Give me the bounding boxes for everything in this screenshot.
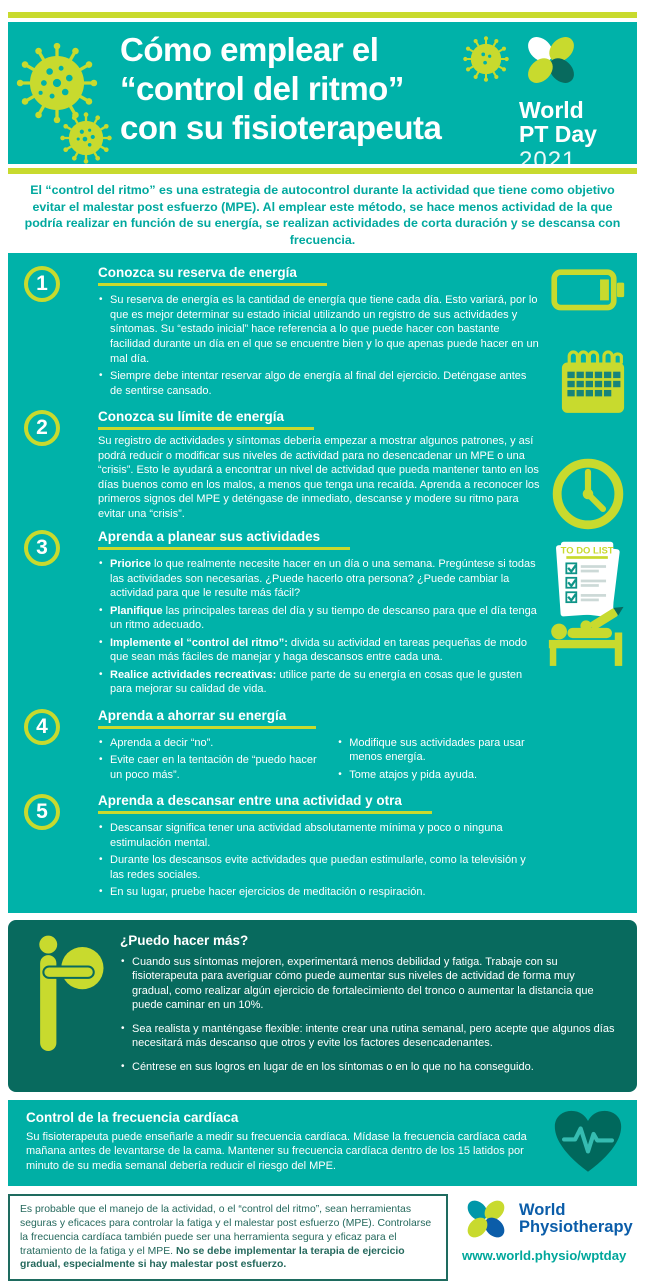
title-line-1: Cómo emplear el: [120, 31, 379, 68]
heart-pulse-icon: [553, 1110, 623, 1174]
section-number: 4: [24, 709, 60, 745]
heart-rate-title: Control de la frecuencia cardíaca: [26, 1109, 239, 1125]
pacing-steps-block: [8, 253, 637, 912]
battery-icon: [551, 269, 625, 311]
world-physio-emblem-icon: [462, 1195, 510, 1243]
bullet-item: • Realice actividades recreativas: utilice parte de su energía en cosas que le gusten para mejorar su calidad de vida.: [98, 668, 541, 697]
section-bullets: [98, 293, 541, 398]
section-5: [8, 789, 637, 907]
bullet-item: • Modifique sus actividades para usar menos energía.: [337, 736, 541, 765]
todo-list-label: TO DO LIST: [560, 545, 614, 557]
heart-rate-box: [8, 1100, 637, 1187]
summary-note-text: Es probable que el manejo de la actividad, o el “control del ritmo”, sean herramientas seguras y eficaces para controlar la fatiga y el malestar post esfuerzo (MPE). Controlarse la frecuencia cardíaca también puede ser una herramienta segura y eficaz para el tratamiento de la fatiga y el MPE.: [20, 1204, 432, 1257]
section-3: [8, 525, 637, 704]
person-exercise-icon: [32, 934, 110, 1056]
section-title: Aprenda a descansar entre una actividad y otra: [98, 793, 432, 814]
bullet-item: • Aprenda a decir “no”.: [98, 736, 331, 751]
section-number: 2: [24, 410, 60, 446]
title-line-2: “control del ritmo”: [120, 69, 404, 107]
bullet-item: • Siempre debe intentar reservar algo de energía al final del ejercicio. Deténgase antes de sentirse cansado.: [98, 369, 541, 398]
virus-icon: [60, 112, 112, 164]
more-box-title: ¿Puedo hacer más?: [120, 932, 249, 948]
bullet-item: • Priorice lo que realmente necesite hacer en un día o una semana. Pregúntese si todas las actividades son necesarias. ¿Puede hacerlo otra persona? ¿Puede cambiar la actividad para que le resulte más fácil?: [98, 557, 541, 601]
can-i-do-more-box: [8, 920, 637, 1092]
section-number: 3: [24, 530, 60, 566]
more-box-bullets: [120, 955, 617, 1075]
calendar-icon: [561, 347, 625, 415]
heart-rate-body: Su fisioterapeuta puede enseñarle a medir su frecuencia cardíaca. Mídase la frecuencia cardíaca cada mañana antes de levantarse de la cama. Mantener su frecuencia cardíaca dentro de los 15 latidos por minuto de su media semanal debería reducir el riesgo del MPE.: [26, 1130, 527, 1172]
summary-note-bold: No se debe implementar la terapia de ejercicio gradual, especialmente si hay malestar post esfuerzo.: [20, 1245, 405, 1271]
section-number: 5: [24, 794, 60, 830]
pt-day-name: PT Day: [519, 120, 597, 147]
section-2: [8, 405, 637, 525]
section-columns: [98, 733, 541, 786]
bed-icon: [547, 613, 625, 667]
section-title: Conozca su reserva de energía: [98, 265, 327, 286]
world-physiotherapy-name: [519, 1202, 633, 1237]
wp-name-line-2: Physiotherapy: [519, 1218, 633, 1237]
bullet-item: • Su reserva de energía es la cantidad de energía que tiene cada día. Esto variará, por lo que es mejor determinar su estado inicial utilizando un registro de sus actividades y síntomas. Su “estado inicial” hace referencia a lo que puede hacer con bastante facilidad durante un día en el que se encuentre bien y lo que apenas puede hacer en un mal día.: [98, 293, 541, 366]
sections-list: [8, 261, 637, 906]
pt-day-emblem-icon: [521, 30, 581, 90]
bullet-item: • Sea realista y manténgase flexible: intente crear una rutina semanal, pero acepte que algunos días necesitará más descanso que otros y evite los factores desencadenantes.: [120, 1022, 617, 1051]
bullet-item: • Céntrese en sus logros en lugar de en los síntomas o en lo que no ha conseguido.: [120, 1060, 617, 1075]
page-title: [120, 31, 441, 148]
bullet-item: • Durante los descansos evite actividades que puedan estimularle, como la televisión y las redes sociales.: [98, 853, 541, 882]
footer: [8, 1194, 637, 1281]
bullet-item: • Descansar significa tener una actividad absolutamente mínima y poco o ninguna estimulación mental.: [98, 821, 541, 850]
pt-day-year: 2021: [519, 146, 577, 174]
bullet-item: • Tome atajos y pida ayuda.: [337, 768, 541, 783]
summary-note-box: [8, 1194, 448, 1281]
virus-icon: [463, 36, 509, 82]
bullet-item: • En su lugar, pruebe hacer ejercicios de meditación o respiración.: [98, 885, 541, 900]
wp-name-line-1: World: [519, 1200, 566, 1219]
section-bullets-left: [98, 733, 337, 786]
intro-paragraph: El “control del ritmo” es una estrategia de autocontrol durante la actividad que tiene como objetivo evitar el malestar post esfuerzo (MPE). Al emplear este método, se hace menos actividad de la que podría realizar en función de su energía, se realizan actividades de corta duración y se descansa con frecuencia.: [24, 183, 621, 247]
section-bullets: [98, 821, 541, 900]
section-title: Aprenda a ahorrar su energía: [98, 708, 316, 729]
bullet-item: • Implemente el “control del ritmo”: divida su actividad en tareas pequeñas de modo que sean más fáciles de manejar y haga descansos entre cada una.: [98, 636, 541, 665]
section-1: [8, 261, 637, 405]
section-paragraph: Su registro de actividades y síntomas debería empezar a mostrar algunos patrones, y así podrá reducir o modificar sus niveles de actividad para no desencadenar un MPE o una “crisis”. Esto le ayudará a encontrar un nivel de actividad que pueda mantener tanto en los días buenos como en los malos, a menos que tenga una recaída. Aprenda a reconocer los primeros signos del MPE y deténgase de inmediato, descanse y modere su ritmo para evitar una “crisis”.: [98, 435, 540, 520]
top-accent-bar: [8, 12, 637, 18]
bullet-item: • Cuando sus síntomas mejoren, experimentará menos debilidad y fatiga. Trabaje con su fisioterapeuta para averiguar cómo puede aumentar sus niveles de actividad de forma muy gradual, como realizar algún ejercicio de fortalecimiento del tronco o aumentar la distancia que puede caminar en un 10%.: [120, 955, 617, 1013]
title-line-3: con su fisioterapeuta: [120, 108, 442, 146]
section-bullets: [98, 557, 541, 697]
pt-day-word: World: [519, 97, 584, 123]
world-physiotherapy-logo: [462, 1194, 637, 1263]
header-banner: [8, 22, 637, 174]
world-pt-day-logo: [519, 30, 621, 175]
website-url[interactable]: www.world.physio/wptday: [462, 1248, 627, 1264]
section-4: [8, 704, 637, 790]
bullet-item: • Evite caer en la tentación de “puedo hacer un poco más”.: [98, 753, 331, 782]
bullet-item: • Planifique las principales tareas del día y su tiempo de descanso para que el día tenga un ritmo adecuado.: [98, 604, 541, 633]
section-title: Conozca su límite de energía: [98, 409, 314, 430]
section-bullets-right: [337, 733, 541, 786]
section-number: 1: [24, 266, 60, 302]
section-title: Aprenda a planear sus actividades: [98, 529, 350, 550]
clock-icon: [551, 457, 625, 531]
